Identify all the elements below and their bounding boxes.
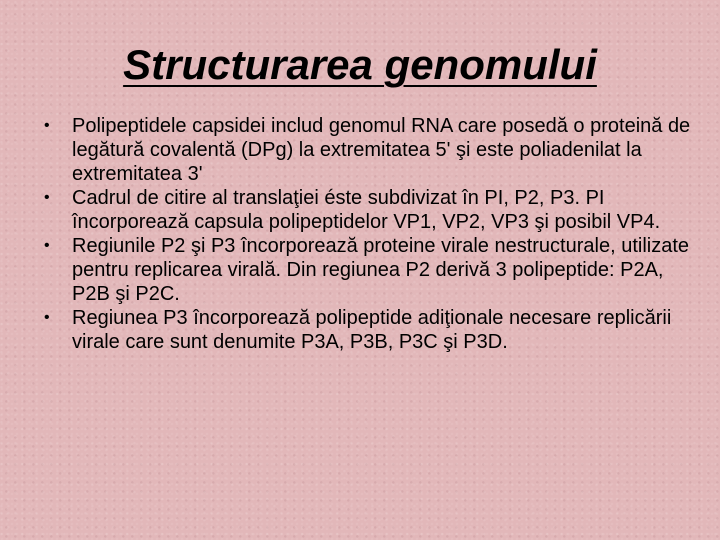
- bullet-dot-icon: •: [44, 309, 50, 326]
- bullet-item: [42, 186, 692, 234]
- bullet-dot-icon: •: [44, 237, 50, 254]
- bullet-item: [42, 234, 692, 306]
- bullet-item: [42, 306, 692, 354]
- bullet-text: Cadrul de citire al translaţiei éste subdivizat în PI, P2, P3. PI încorporează capsula polipeptidelor VP1, VP2, VP3 şi posibil VP4.: [72, 187, 661, 233]
- bullet-text: Regiunea P3 încorporează polipeptide adiţionale necesare replicării virale care sunt denumite P3A, P3B, P3C şi P3D.: [72, 307, 672, 353]
- bullet-item: [42, 114, 692, 186]
- bullet-list: [42, 114, 692, 354]
- bullet-dot-icon: •: [44, 189, 50, 206]
- bullet-dot-icon: •: [44, 117, 50, 134]
- slide-title: Structurarea genomului: [123, 41, 597, 88]
- bullet-text: Polipeptidele capsidei includ genomul RNA care posedă o proteină de legătură covalentă (DPg) la extremitatea 5' şi este poliadenilat la extremitatea 3': [72, 115, 691, 185]
- bullet-text: Regiunile P2 şi P3 încorporează proteine virale nestructurale, utilizate pentru replicarea virală. Din regiunea P2 derivă 3 polipeptide: P2A, P2B şi P2C.: [72, 235, 690, 305]
